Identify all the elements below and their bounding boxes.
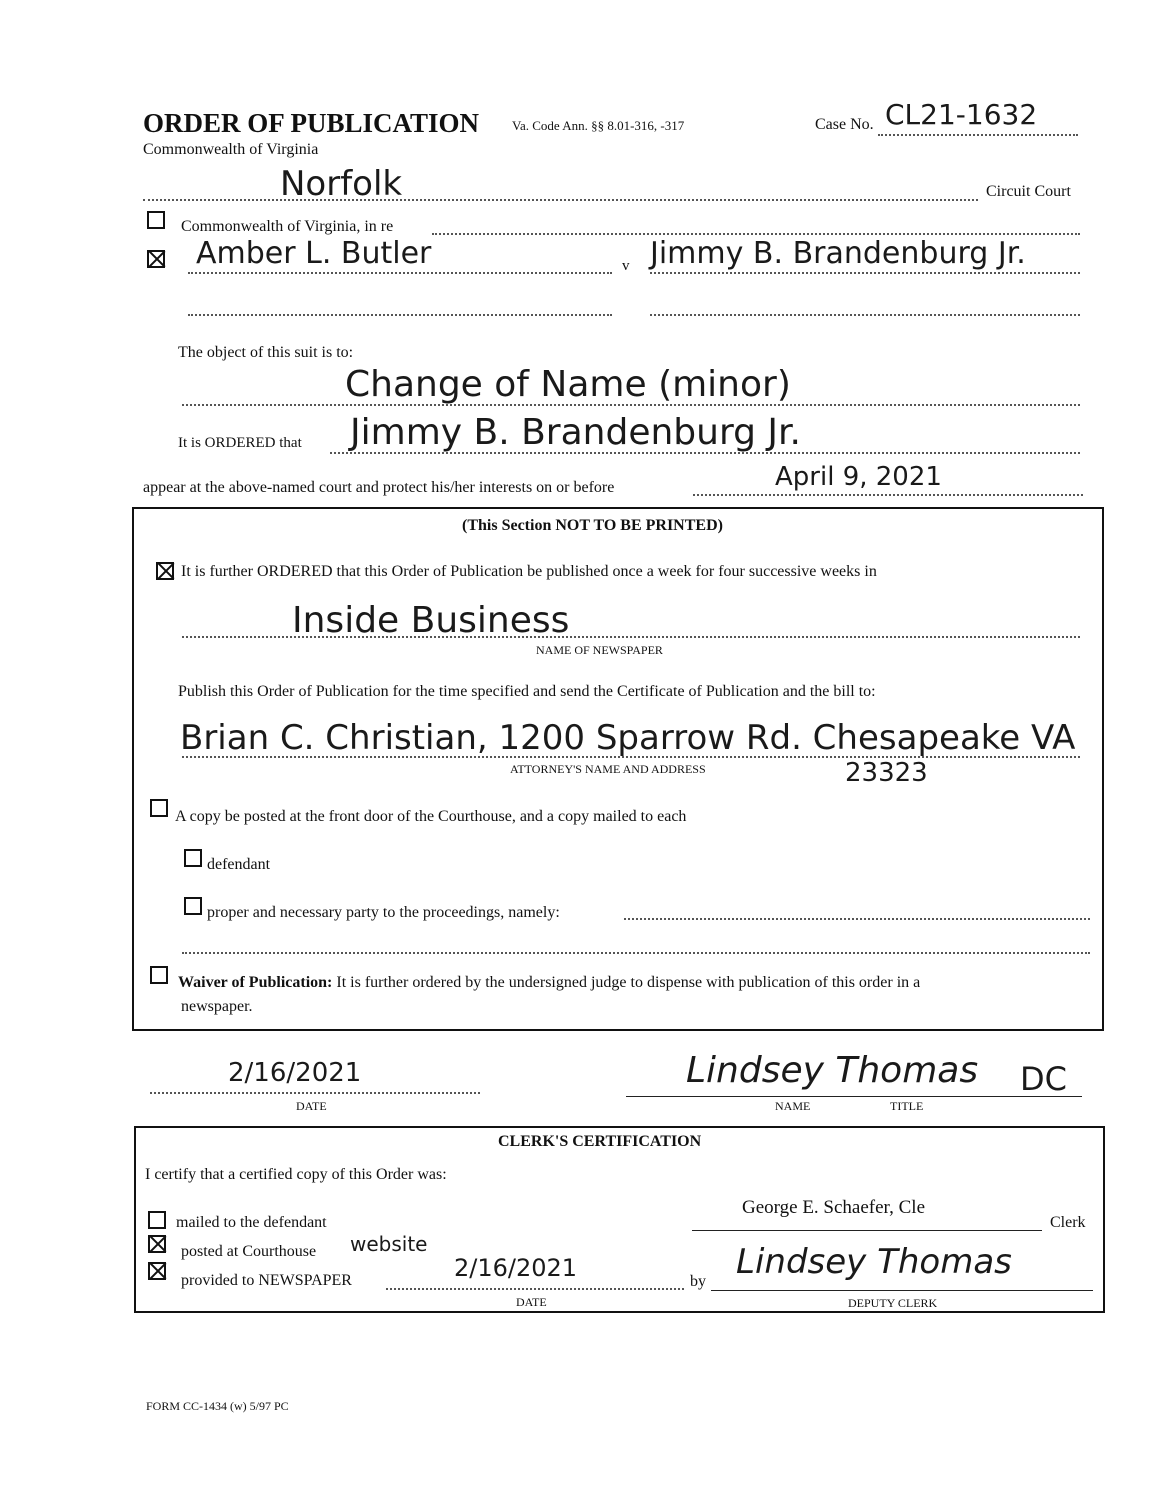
- form-title: ORDER OF PUBLICATION: [143, 108, 480, 138]
- newspaper-label: NAME OF NEWSPAPER: [536, 643, 663, 657]
- provided-text: provided to NEWSPAPER: [181, 1272, 352, 1289]
- signature-title-label: TITLE: [890, 1099, 924, 1113]
- defendant-text: defendant: [207, 856, 271, 873]
- defendant-line: [650, 272, 1080, 274]
- posted-note-value[interactable]: website: [350, 1232, 428, 1256]
- mailed-checkbox[interactable]: [148, 1211, 166, 1229]
- object-value[interactable]: Change of Name (minor): [345, 364, 791, 405]
- commonwealth-label: Commonwealth of Virginia, in re: [181, 218, 394, 235]
- deputy-signature-line: [711, 1290, 1093, 1291]
- plaintiff-line: [188, 272, 612, 274]
- clerk-label: Clerk: [1050, 1214, 1086, 1231]
- waiver-label: Waiver of Publication:: [178, 974, 333, 991]
- signature-date-label: DATE: [296, 1099, 327, 1113]
- appear-date-value[interactable]: April 9, 2021: [775, 462, 942, 492]
- plaintiff-value[interactable]: Amber L. Butler: [196, 236, 432, 271]
- not-printed-heading: (This Section NOT TO BE PRINTED): [462, 517, 723, 534]
- defendant-value[interactable]: Jimmy B. Brandenburg Jr.: [650, 236, 1026, 271]
- commonwealth-checkbox[interactable]: [147, 211, 165, 229]
- court-label: Circuit Court: [986, 183, 1071, 200]
- provided-date-line: [386, 1288, 684, 1290]
- appear-label: appear at the above-named court and protect his/her interests on or before: [143, 479, 615, 496]
- further-ordered-checkbox[interactable]: [156, 562, 174, 580]
- court-name-value[interactable]: Norfolk: [280, 164, 403, 204]
- case-number-label: Case No.: [815, 116, 874, 133]
- extra-party-line-left: [188, 314, 612, 316]
- post-copy-checkbox[interactable]: [150, 799, 168, 817]
- posted-checkbox[interactable]: [148, 1235, 166, 1253]
- provided-date-value[interactable]: 2/16/2021: [454, 1254, 578, 1282]
- attorney-zip-value[interactable]: 23323: [845, 758, 928, 788]
- post-copy-text: A copy be posted at the front door of the Courthouse, and a copy mailed to each: [175, 808, 687, 825]
- deputy-clerk-label: DEPUTY CLERK: [848, 1296, 938, 1310]
- ordered-label: It is ORDERED that: [178, 435, 302, 451]
- further-ordered-text: It is further ORDERED that this Order of Publication be published once a week for four successive weeks in: [181, 563, 877, 580]
- proper-party-checkbox[interactable]: [184, 897, 202, 915]
- form-id: FORM CC-1434 (w) 5/97 PC: [146, 1399, 289, 1413]
- clerk-name: George E. Schaefer, Cle: [742, 1197, 926, 1218]
- extra-party-line-right: [650, 314, 1080, 316]
- attorney-label: ATTORNEY'S NAME AND ADDRESS: [510, 762, 706, 776]
- provided-date-label: DATE: [516, 1295, 547, 1309]
- by-label: by: [690, 1273, 706, 1290]
- signer-signature[interactable]: Lindsey Thomas: [686, 1050, 979, 1091]
- versus-label: v: [622, 258, 630, 274]
- signature-line: [626, 1096, 1082, 1097]
- certify-text: I certify that a certified copy of this Order was:: [145, 1166, 447, 1183]
- appear-date-line: [693, 494, 1083, 496]
- waiver-row: [178, 974, 920, 992]
- signer-title-value[interactable]: DC: [1020, 1060, 1067, 1098]
- publish-text: Publish this Order of Publication for the time specified and send the Certificate of Publication and the bill to:: [178, 683, 876, 700]
- signature-date-line: [150, 1092, 480, 1094]
- mailed-text: mailed to the defendant: [176, 1214, 327, 1231]
- provided-checkbox[interactable]: [148, 1262, 166, 1280]
- defendant-checkbox[interactable]: [184, 849, 202, 867]
- proper-party-text: proper and necessary party to the proceedings, namely:: [207, 904, 560, 921]
- waiver-text: It is further ordered by the undersigned judge to dispense with publication of this order in a: [336, 974, 921, 991]
- case-number-value[interactable]: CL21-1632: [885, 98, 1038, 131]
- deputy-signature[interactable]: Lindsey Thomas: [736, 1242, 1012, 1282]
- waiver-checkbox[interactable]: [150, 966, 168, 984]
- signature-name-label: NAME: [775, 1099, 811, 1113]
- code-reference: Va. Code Ann. §§ 8.01-316, -317: [512, 118, 685, 133]
- court-line: [143, 199, 978, 201]
- signature-date-value[interactable]: 2/16/2021: [228, 1058, 362, 1088]
- ordered-party-value[interactable]: Jimmy B. Brandenburg Jr.: [350, 412, 801, 453]
- object-label: The object of this suit is to:: [178, 344, 354, 361]
- waiver-text-2: newspaper.: [181, 998, 253, 1015]
- clerk-name-line: [692, 1230, 1042, 1231]
- attorney-value[interactable]: Brian C. Christian, 1200 Sparrow Rd. Chesapeake VA: [180, 718, 1076, 758]
- case-number-line: [878, 134, 1078, 136]
- commonwealth-line: [432, 233, 1080, 235]
- clerk-heading: CLERK'S CERTIFICATION: [498, 1133, 702, 1150]
- proper-party-line-2: [182, 952, 1090, 954]
- form-subtitle: Commonwealth of Virginia: [143, 141, 319, 158]
- party-checkbox[interactable]: [147, 250, 165, 268]
- posted-text: posted at Courthouse: [181, 1243, 317, 1260]
- newspaper-value[interactable]: Inside Business: [292, 600, 570, 641]
- proper-party-line: [624, 918, 1090, 920]
